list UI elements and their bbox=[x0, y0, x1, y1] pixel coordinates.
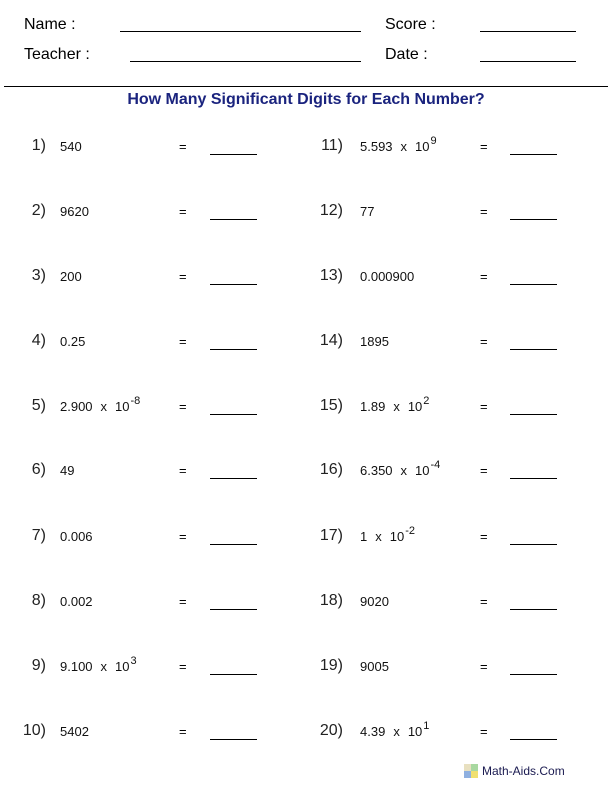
problem-expression bbox=[60, 724, 89, 739]
equals-sign: = bbox=[480, 399, 488, 414]
problem-base: 4.39 bbox=[360, 724, 386, 739]
problem-number: 12) bbox=[319, 202, 343, 219]
exponent: 9 bbox=[430, 135, 437, 147]
problem-expression bbox=[360, 459, 441, 478]
name-label: Name : bbox=[24, 16, 76, 33]
answer-blank[interactable] bbox=[510, 609, 557, 610]
equals-sign: = bbox=[179, 204, 187, 219]
equals-sign: = bbox=[480, 463, 488, 478]
problem-base: 5.593 bbox=[360, 139, 393, 154]
problem-expression bbox=[360, 395, 430, 414]
equals-sign: = bbox=[179, 659, 187, 674]
problem-expression bbox=[360, 269, 414, 284]
problem-number: 11) bbox=[321, 137, 343, 154]
date-field[interactable] bbox=[480, 61, 576, 62]
equals-sign: = bbox=[179, 529, 187, 544]
equals-sign: = bbox=[480, 269, 488, 284]
problem-number: 15) bbox=[319, 397, 343, 414]
problem-expression bbox=[60, 269, 82, 284]
answer-blank[interactable] bbox=[210, 739, 257, 740]
problem-number: 8) bbox=[31, 592, 46, 609]
equals-sign: = bbox=[480, 594, 488, 609]
ten-base: 10 bbox=[407, 399, 423, 414]
equals-sign: = bbox=[480, 204, 488, 219]
score-field[interactable] bbox=[480, 31, 576, 32]
problem-number: 1) bbox=[31, 137, 46, 154]
header-divider bbox=[4, 86, 608, 87]
equals-sign: = bbox=[480, 139, 488, 154]
problem-base: 5402 bbox=[60, 724, 89, 739]
times-sign: x bbox=[375, 529, 382, 544]
problem-expression bbox=[360, 204, 374, 219]
ten-base: 10 bbox=[115, 659, 130, 674]
math-aids-icon bbox=[464, 764, 478, 778]
answer-blank[interactable] bbox=[510, 154, 557, 155]
equals-sign: = bbox=[179, 334, 187, 349]
equals-sign: = bbox=[179, 399, 187, 414]
times-sign: x bbox=[100, 399, 108, 414]
answer-blank[interactable] bbox=[510, 544, 557, 545]
times-sign: x bbox=[400, 463, 408, 478]
problem-base: 9020 bbox=[360, 594, 389, 609]
answer-blank[interactable] bbox=[510, 414, 557, 415]
answer-blank[interactable] bbox=[510, 674, 557, 675]
problem-expression bbox=[60, 204, 89, 219]
problem-expression bbox=[60, 655, 137, 674]
equals-sign: = bbox=[480, 334, 488, 349]
problem-expression bbox=[360, 720, 430, 739]
problem-expression bbox=[360, 525, 415, 544]
answer-blank[interactable] bbox=[210, 284, 257, 285]
ten-base: 10 bbox=[115, 399, 130, 414]
answer-blank[interactable] bbox=[210, 609, 257, 610]
problem-number: 18) bbox=[319, 592, 343, 609]
answer-blank[interactable] bbox=[510, 478, 557, 479]
problem-number: 16) bbox=[319, 461, 343, 478]
problem-base: 540 bbox=[60, 139, 82, 154]
times-sign: x bbox=[393, 399, 400, 414]
problem-number: 9) bbox=[31, 657, 46, 674]
answer-blank[interactable] bbox=[210, 154, 257, 155]
problem-base: 77 bbox=[360, 204, 375, 219]
problem-base: 49 bbox=[60, 463, 75, 478]
problem-expression bbox=[60, 529, 93, 544]
equals-sign: = bbox=[480, 724, 488, 739]
problem-base: 6.350 bbox=[360, 463, 393, 478]
equals-sign: = bbox=[480, 529, 488, 544]
exponent: -4 bbox=[430, 459, 441, 471]
equals-sign: = bbox=[179, 269, 187, 284]
problem-expression bbox=[60, 594, 93, 609]
problem-base: 0.006 bbox=[60, 529, 93, 544]
problem-expression bbox=[360, 659, 389, 674]
problem-number: 20) bbox=[319, 722, 343, 739]
answer-blank[interactable] bbox=[510, 349, 557, 350]
exponent: 2 bbox=[423, 395, 430, 407]
ten-base: 10 bbox=[415, 139, 430, 154]
problem-number: 7) bbox=[31, 527, 46, 544]
problem-number: 10) bbox=[22, 722, 46, 739]
answer-blank[interactable] bbox=[210, 544, 257, 545]
answer-blank[interactable] bbox=[510, 219, 557, 220]
brand-logo bbox=[464, 764, 565, 778]
score-label: Score : bbox=[385, 16, 436, 33]
exponent: 3 bbox=[130, 655, 137, 667]
problem-base: 0.25 bbox=[60, 334, 86, 349]
problem-base: 9.100 bbox=[60, 659, 93, 674]
answer-blank[interactable] bbox=[210, 478, 257, 479]
problem-expression bbox=[360, 334, 389, 349]
problem-base: 1895 bbox=[360, 334, 389, 349]
problem-number: 14) bbox=[319, 332, 343, 349]
problem-number: 3) bbox=[31, 267, 46, 284]
date-label: Date : bbox=[385, 46, 428, 63]
answer-blank[interactable] bbox=[210, 349, 257, 350]
exponent: -8 bbox=[130, 395, 141, 407]
problem-expression bbox=[360, 594, 389, 609]
times-sign: x bbox=[100, 659, 108, 674]
equals-sign: = bbox=[179, 594, 187, 609]
ten-base: 10 bbox=[407, 724, 423, 739]
problem-number: 2) bbox=[31, 202, 46, 219]
answer-blank[interactable] bbox=[510, 284, 557, 285]
problem-number: 19) bbox=[319, 657, 343, 674]
name-field[interactable] bbox=[120, 31, 361, 32]
problem-expression bbox=[60, 334, 85, 349]
equals-sign: = bbox=[179, 724, 187, 739]
problem-expression bbox=[60, 463, 74, 478]
problem-base: 0.000900 bbox=[360, 269, 415, 284]
problem-number: 17) bbox=[319, 527, 343, 544]
ten-base: 10 bbox=[389, 529, 405, 544]
problem-number: 6) bbox=[31, 461, 46, 478]
equals-sign: = bbox=[480, 659, 488, 674]
problem-number: 13) bbox=[319, 267, 343, 284]
problem-base: 9005 bbox=[360, 659, 389, 674]
problem-base: 9620 bbox=[60, 204, 89, 219]
exponent: 1 bbox=[423, 720, 430, 732]
answer-blank[interactable] bbox=[510, 739, 557, 740]
problem-number: 4) bbox=[31, 332, 46, 349]
teacher-field[interactable] bbox=[130, 61, 361, 62]
problem-base: 1.89 bbox=[360, 399, 386, 414]
problem-base: 0.002 bbox=[60, 594, 93, 609]
answer-blank[interactable] bbox=[210, 219, 257, 220]
problem-number: 5) bbox=[31, 397, 46, 414]
problem-base: 1 bbox=[360, 529, 368, 544]
problem-expression bbox=[60, 139, 82, 154]
ten-base: 10 bbox=[415, 463, 430, 478]
times-sign: x bbox=[393, 724, 400, 739]
brand-text: Math-Aids.Com bbox=[482, 764, 565, 778]
worksheet-title: How Many Significant Digits for Each Number? bbox=[127, 91, 485, 108]
problem-base: 2.900 bbox=[60, 399, 93, 414]
answer-blank[interactable] bbox=[210, 414, 257, 415]
teacher-label: Teacher : bbox=[24, 46, 90, 63]
answer-blank[interactable] bbox=[210, 674, 257, 675]
equals-sign: = bbox=[179, 139, 187, 154]
problem-expression bbox=[60, 395, 141, 414]
times-sign: x bbox=[400, 139, 408, 154]
problem-expression bbox=[360, 135, 437, 154]
equals-sign: = bbox=[179, 463, 187, 478]
problem-base: 200 bbox=[60, 269, 82, 284]
exponent: -2 bbox=[405, 525, 415, 537]
